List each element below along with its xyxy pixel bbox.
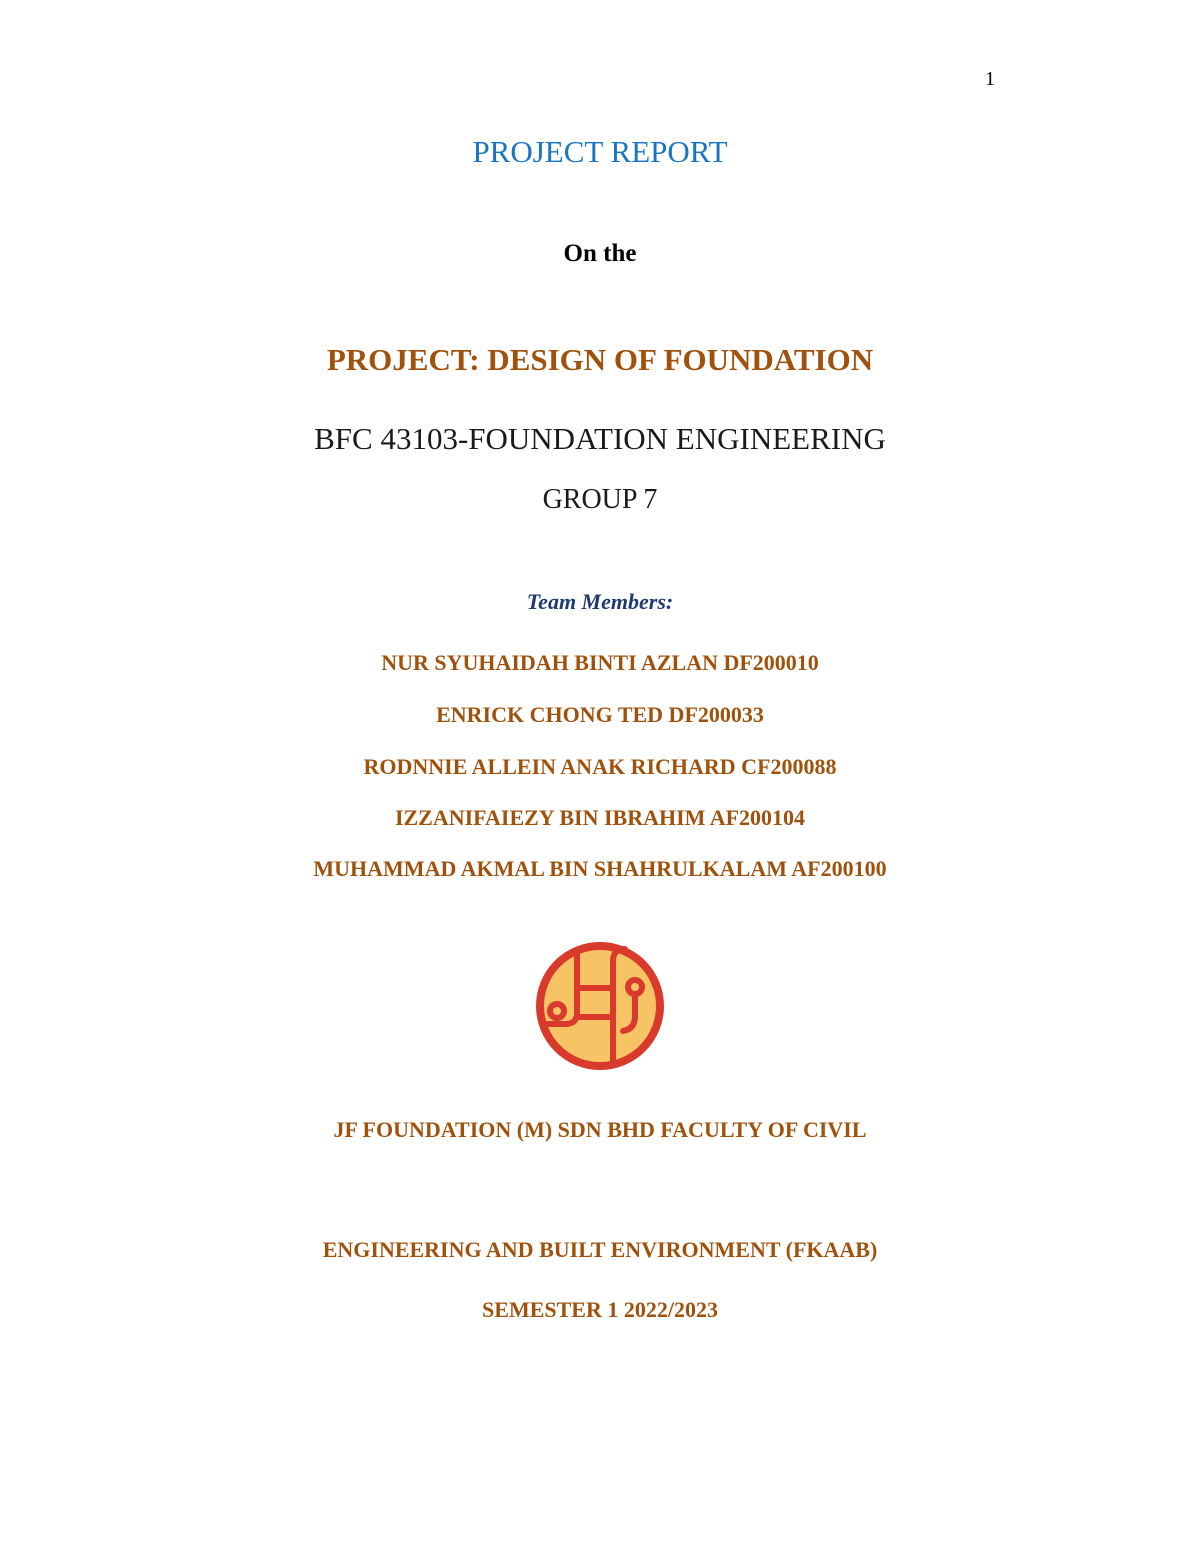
group-label: GROUP 7 [542, 484, 658, 515]
team-member: ENRICK CHONG TED DF200033 [436, 702, 764, 727]
team-member: IZZANIFAIEZY BIN IBRAHIM AF200104 [394, 805, 806, 830]
report-subtitle: On the [563, 240, 637, 267]
team-member: NUR SYUHAIDAH BINTI AZLAN DF200010 [381, 650, 819, 675]
team-members-label: Team Members: [526, 589, 674, 614]
project-title: PROJECT: DESIGN OF FOUNDATION [326, 342, 874, 377]
course-title: BFC 43103-FOUNDATION ENGINEERING [314, 421, 886, 456]
team-member: RODNNIE ALLEIN ANAK RICHARD CF200088 [363, 754, 837, 779]
report-title: PROJECT REPORT [472, 134, 728, 169]
institution-line-2: ENGINEERING AND BUILT ENVIRONMENT (FKAAB) [322, 1237, 878, 1262]
team-member: MUHAMMAD AKMAL BIN SHAHRULKALAM AF200100 [313, 856, 887, 881]
institution-line-3: SEMESTER 1 2022/2023 [482, 1297, 718, 1322]
institution-line-1: JF FOUNDATION (M) SDN BHD FACULTY OF CIVIL [333, 1117, 867, 1142]
page-number: 1 [985, 68, 995, 90]
jf-foundation-logo-icon [535, 941, 665, 1071]
